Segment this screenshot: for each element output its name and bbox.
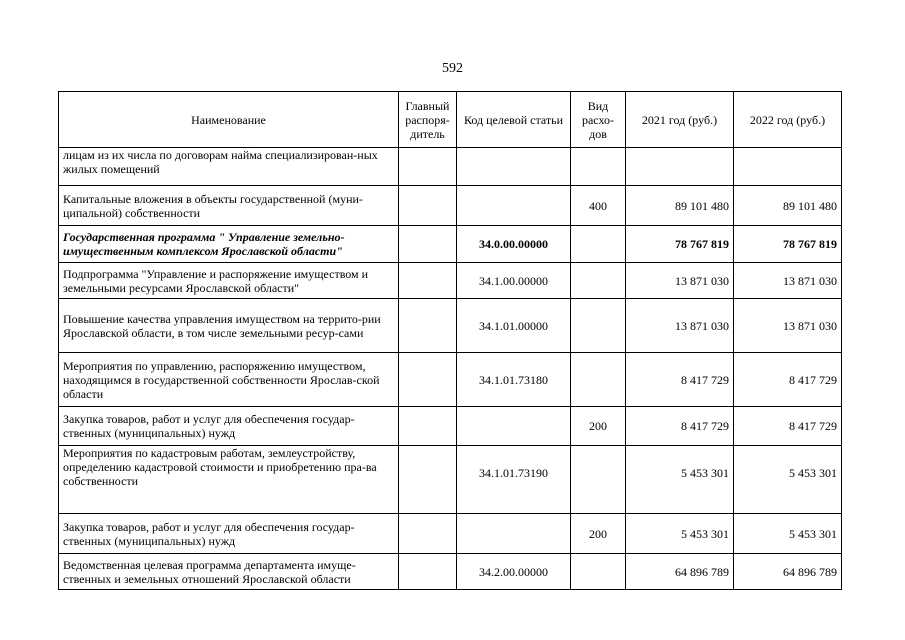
header-type: Вид расхо-дов (571, 92, 626, 148)
table-row (59, 353, 842, 407)
row-name: Мероприятия по управлению, распоряжению имуществом, находящимся в государственной собственности Ярослав-ской области (59, 353, 399, 407)
row-code (457, 186, 571, 226)
row-2022: 78 767 819 (734, 226, 842, 263)
row-name: лицам из их числа по договорам найма специализирован-ных жилых помещений (59, 148, 399, 186)
row-admin (399, 226, 457, 263)
row-admin (399, 554, 457, 590)
row-code: 34.2.00.00000 (457, 554, 571, 590)
row-admin (399, 263, 457, 299)
row-type (571, 554, 626, 590)
table-row (59, 554, 842, 590)
row-name: Государственная программа " Управление земельно-имущественным комплексом Ярославской области" (59, 226, 399, 263)
row-type: 200 (571, 514, 626, 554)
row-2022: 64 896 789 (734, 554, 842, 590)
row-code: 34.0.00.00000 (457, 226, 571, 263)
row-2022: 13 871 030 (734, 299, 842, 353)
row-2022: 8 417 729 (734, 353, 842, 407)
row-2021: 5 453 301 (626, 446, 734, 514)
row-name: Мероприятия по кадастровым работам, землеустройству, определению кадастровой стоимости и приобретению пра-ва собственности (59, 446, 399, 514)
row-2022: 5 453 301 (734, 446, 842, 514)
table-row (59, 407, 842, 446)
row-type (571, 353, 626, 407)
row-name: Закупка товаров, работ и услуг для обеспечения государ-ственных (муниципальных) нужд (59, 407, 399, 446)
row-name: Подпрограмма "Управление и распоряжение имуществом и земельными ресурсами Ярославской области" (59, 263, 399, 299)
row-name: Ведомственная целевая программа департамента имуще-ственных и земельных отношений Ярославской области (59, 554, 399, 590)
row-name: Закупка товаров, работ и услуг для обеспечения государ-ственных (муниципальных) нужд (59, 514, 399, 554)
row-type: 400 (571, 186, 626, 226)
row-2021: 13 871 030 (626, 299, 734, 353)
row-2021: 13 871 030 (626, 263, 734, 299)
table-row (59, 226, 842, 263)
row-2022: 89 101 480 (734, 186, 842, 226)
page-number: 592 (442, 61, 463, 76)
row-admin (399, 299, 457, 353)
row-code (457, 148, 571, 186)
row-name: Повышение качества управления имуществом на террито-рии Ярославской области, в том числе земельными ресур-сами (59, 299, 399, 353)
table-row (59, 263, 842, 299)
row-type (571, 263, 626, 299)
row-code (457, 514, 571, 554)
header-admin: Главный распоря-дитель (399, 92, 457, 148)
row-2021: 89 101 480 (626, 186, 734, 226)
row-2021 (626, 148, 734, 186)
table-header-row (59, 92, 842, 148)
header-2022: 2022 год (руб.) (734, 92, 842, 148)
row-type: 200 (571, 407, 626, 446)
row-name: Капитальные вложения в объекты государственной (муни-ципальной) собственности (59, 186, 399, 226)
budget-table (58, 91, 842, 590)
row-2022: 5 453 301 (734, 514, 842, 554)
row-type (571, 226, 626, 263)
row-type (571, 148, 626, 186)
row-code: 34.1.01.73190 (457, 446, 571, 514)
row-2021: 78 767 819 (626, 226, 734, 263)
row-code: 34.1.01.73180 (457, 353, 571, 407)
header-name: Наименование (59, 92, 399, 148)
header-2021: 2021 год (руб.) (626, 92, 734, 148)
table-row (59, 446, 842, 514)
row-2021: 8 417 729 (626, 353, 734, 407)
row-2022: 8 417 729 (734, 407, 842, 446)
table-row (59, 514, 842, 554)
row-code: 34.1.00.00000 (457, 263, 571, 299)
row-admin (399, 186, 457, 226)
table-row (59, 148, 842, 186)
row-2021: 8 417 729 (626, 407, 734, 446)
row-2021: 64 896 789 (626, 554, 734, 590)
row-admin (399, 148, 457, 186)
row-type (571, 446, 626, 514)
row-code: 34.1.01.00000 (457, 299, 571, 353)
row-2022 (734, 148, 842, 186)
row-2022: 13 871 030 (734, 263, 842, 299)
row-admin (399, 446, 457, 514)
header-code: Код целевой статьи (457, 92, 571, 148)
row-admin (399, 514, 457, 554)
table-row (59, 299, 842, 353)
table-row (59, 186, 842, 226)
row-admin (399, 407, 457, 446)
row-code (457, 407, 571, 446)
row-2021: 5 453 301 (626, 514, 734, 554)
row-admin (399, 353, 457, 407)
row-type (571, 299, 626, 353)
